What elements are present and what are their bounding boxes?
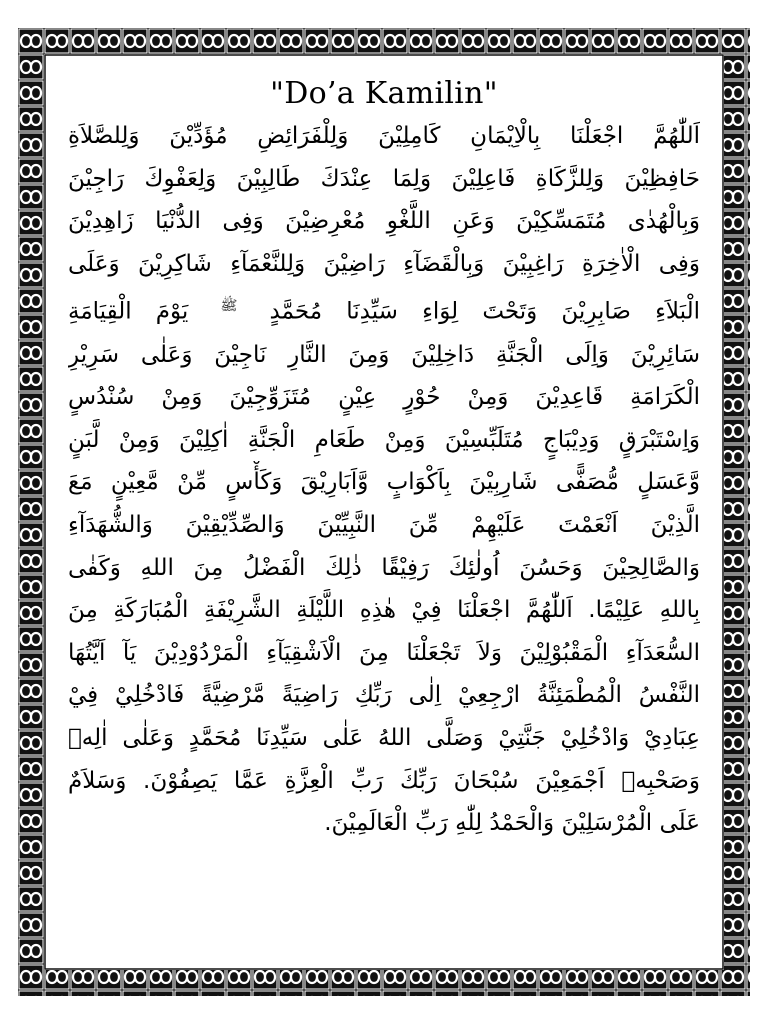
prayer-line: وَبِالْهُدٰى مُتَمَسِّكِيْنَ وَعَنِ اللَّغْوِ مُعْرِضِيْنَ وَفِى الدُّنْيَا زَاهِدِيْنَ bbox=[68, 208, 700, 235]
prayer-line: بِاللهِ عَلِيْمًا. اَللّٰهُمَّ اجْعَلْنَا فِيْ هٰذِهِ اللَّيْلَةِ الشَّرِيْفَةِ الْمُبَارَكَةِ مِنَ bbox=[68, 597, 700, 624]
prayer-line: وَصَحْبِهٖ اَجْمَعِيْنَ سُبْحَانَ رَبِّكَ رَبِّ الْعِزَّةِ عَمَّا يَصِفُوْنَ. وَسَلاَمٌ bbox=[68, 767, 700, 794]
prayer-line: اَللّٰهُمَّ اجْعَلْنَا بِالْاِيْمَانِ كَامِلِيْنَ وَلِلْفَرَائِضِ مُؤَدِّيْنَ وَلِلصَّلاَةِ bbox=[68, 123, 700, 149]
salawat-honorific-glyph: ﷺ bbox=[220, 298, 238, 315]
prayer-line: وَفِى الْاٰخِرَةِ رَاغِبِيْنَ وَبِالْقَضَآءِ رَاضِيْنَ وَلِلنَّعْمَآءِ شَاكِرِيْنَ وَعَلَى bbox=[68, 250, 700, 277]
prayer-line: الْكَرَامَةِ قَاعِدِيْنَ وَمِنْ حُوْرٍ عِيْنٍ مُتَزَوِّجِيْنَ وَمِنْ سُنْدُسٍ bbox=[68, 384, 700, 411]
page-title: "Do’a Kamilin" bbox=[270, 76, 498, 111]
prayer-line: سَائِرِيْنَ وَاِلَى الْجَنَّةِ دَاخِلِيْنَ وَمِنَ النَّارِ نَاجِيْنَ وَعَلٰى سَرِيْرِ bbox=[68, 341, 700, 368]
prayer-line: الَّذِيْنَ اَنْعَمْتَ عَلَيْهِمْ مِّنَ النَّبِيِّيْنَ وَالصِّدِّيْقِيْنَ وَالشُّهَدَآءِ bbox=[68, 512, 700, 538]
arabic-prayer-text bbox=[68, 115, 700, 845]
prayer-line: عِبَادِيْ وَادْخُلِيْ جَنَّتِيْ وَصَلَّى اللهُ عَلٰى سَيِّدِنَا مُحَمَّدٍ وَعَلٰى اٰلِهٖ bbox=[68, 724, 700, 751]
prayer-line-with-honorific bbox=[68, 285, 700, 333]
prayer-line: وَالصَّالِحِيْنَ وَحَسُنَ اُولٰئِكَ رَفِيْقًا ذٰلِكَ الْفَضْلُ مِنَ اللهِ وَكَفٰى bbox=[68, 554, 700, 581]
prayer-line-final: عَلَى الْمُرْسَلِيْنَ وَالْحَمْدُ لِلّٰهِ رَبِّ الْعَالَمِيْنَ. bbox=[324, 810, 700, 837]
prayer-line-segment: يَوْمَ الْقِيَامَةِ bbox=[68, 299, 189, 326]
prayer-content bbox=[68, 70, 700, 960]
prayer-line: حَافِظِيْنَ وَلِلزَّكَاةِ فَاعِلِيْنَ وَلِمَا عِنْدَكَ طَالِبِيْنَ وَلِعَفْوِكَ رَاجِيْنَ bbox=[68, 165, 700, 192]
prayer-line: وَّعَسَلٍ مُّصَفًّى شَارِبِيْنَ بِاَكْوَابٍ وَّاَبَارِيْقَ وَكَأْسٍ مِّنْ مَّعِيْنٍ مَعَ bbox=[68, 469, 700, 496]
prayer-line: النَّفْسُ الْمُطْمَئِنَّةُ ارْجِعِيْ اِلٰى رَبِّكِ رَاضِيَةً مَّرْضِيَّةً فَادْخُلِيْ فِيْ bbox=[68, 682, 700, 709]
prayer-line: وَاِسْتَبْرَقٍ وَدِيْبَاجٍ مُتَلَبِّسِيْنَ وَمِنْ طَعَامِ الْجَنَّةِ اٰكِلِيْنَ وَمِنْ لَّبَنٍ bbox=[68, 426, 700, 453]
prayer-line-segment: الْبَلاَءِ صَابِرِيْنَ وَتَحْتَ لِوَاءِ سَيِّدِنَا مُحَمَّدٍ bbox=[269, 299, 700, 326]
prayer-line: السُّعَدَآءِ الْمَقْبُوْلِيْنَ وَلاَ تَجْعَلْنَا مِنَ الْاَشْقِيَآءِ الْمَرْدُوْدِيْنَ يَآ اَيَّتُهَا bbox=[68, 639, 700, 666]
